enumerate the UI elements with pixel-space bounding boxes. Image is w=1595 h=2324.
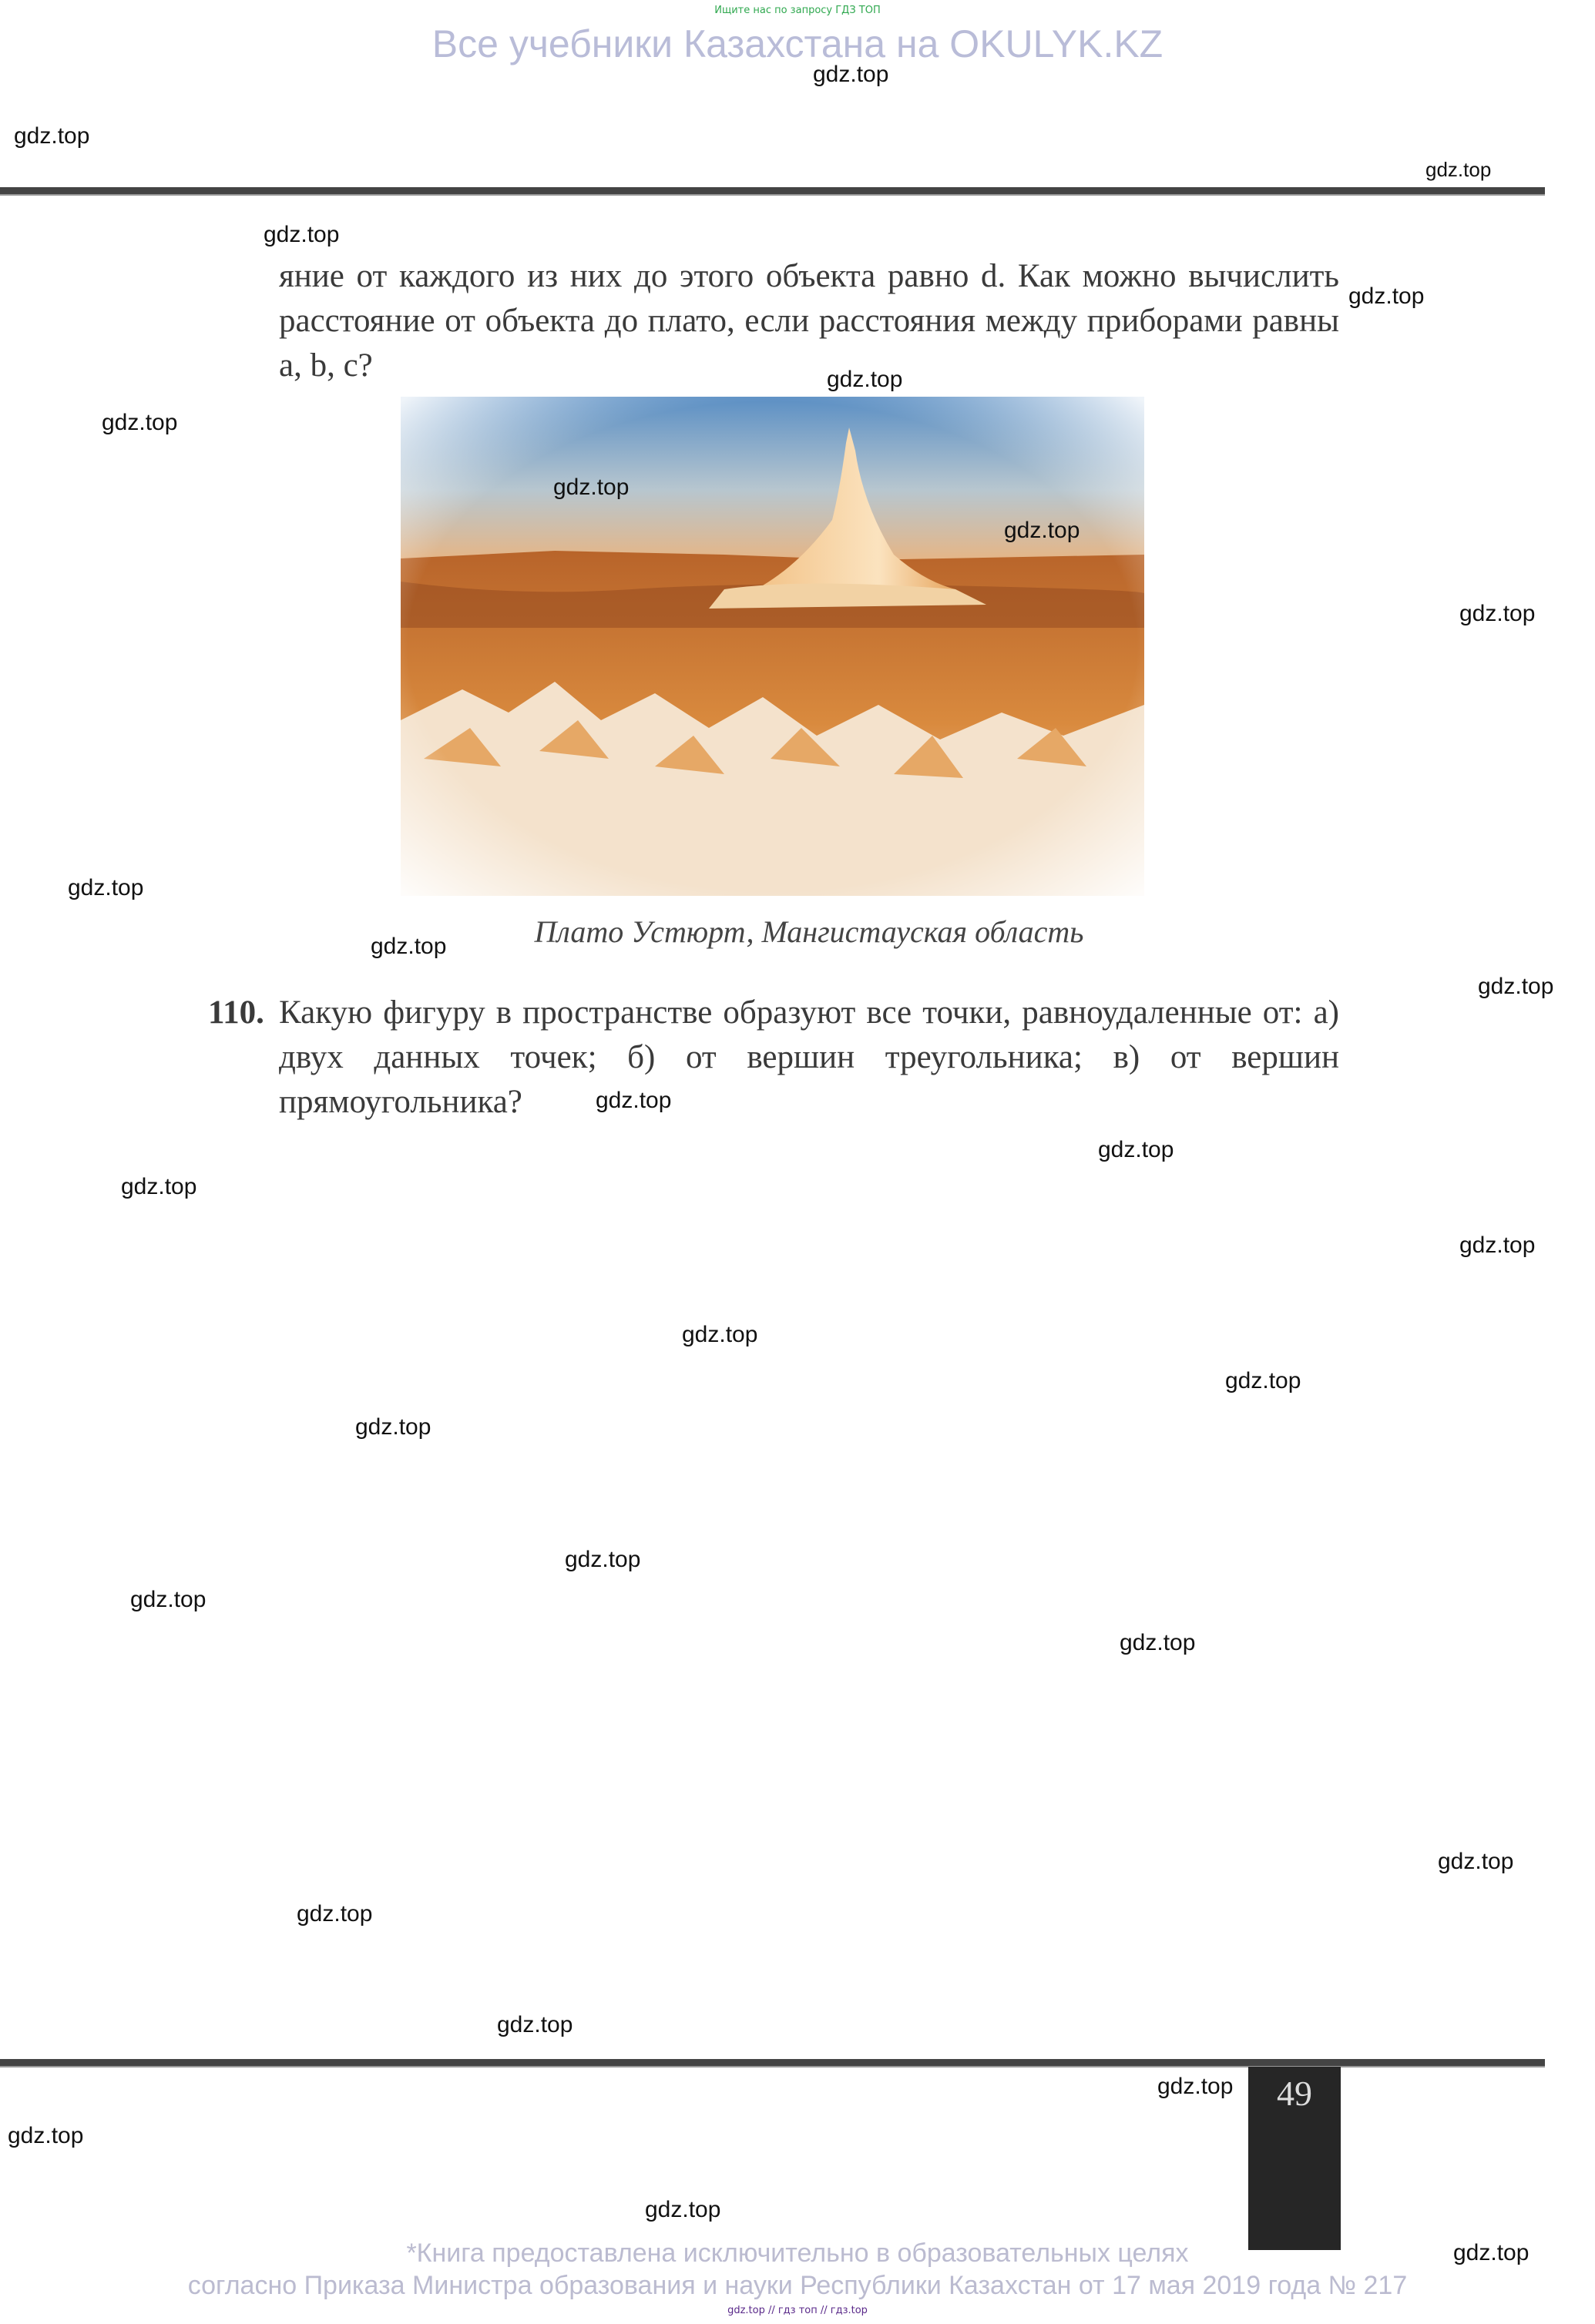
footer-disclaimer-line1: *Книга предоставлена исключительно в образовательных целях: [406, 2238, 1189, 2268]
watermark[interactable]: gdz.top: [68, 875, 144, 900]
watermark[interactable]: gdz.top: [682, 1322, 758, 1347]
footer-disclaimer-line2: согласно Приказа Министра образования и науки Республики Казахстан от 17 мая 2019 года № 217: [187, 2271, 1408, 2300]
watermark[interactable]: gdz.top: [827, 367, 903, 392]
watermark[interactable]: gdz.top: [596, 1088, 672, 1113]
exercise-text: Какую фигуру в пространстве образуют все точки, равноудаленные от: а) двух данных точек; б) от вершин треугольника; в) от вершин прямоугольника?: [279, 994, 1339, 1120]
watermark[interactable]: gdz.top: [1459, 601, 1536, 626]
watermark[interactable]: gdz.top: [371, 934, 447, 959]
watermark[interactable]: gdz.top: [14, 123, 90, 149]
search-hint: Ищите нас по запросу ГДЗ ТОП: [714, 5, 881, 16]
watermark[interactable]: gdz.top: [1438, 1849, 1514, 1874]
watermark[interactable]: gdz.top: [297, 1901, 373, 1927]
exercise-number: 110.: [208, 994, 264, 1031]
watermark[interactable]: gdz.top: [1157, 2074, 1234, 2099]
watermark[interactable]: gdz.top: [130, 1587, 207, 1612]
watermark[interactable]: gdz.top: [813, 62, 889, 87]
paragraph-continued: яние от каждого из них до этого объекта равно d. Как можно вычислить расстояние от объекта до плато, если расстояния между приборами равны a, b, c?: [279, 258, 1339, 384]
footer-tiny-links[interactable]: gdz.top // гдз топ // гдз.top: [727, 2305, 868, 2316]
page-number-box: [1248, 2067, 1341, 2250]
watermark[interactable]: gdz.top: [1098, 1137, 1174, 1162]
top-rule: [0, 187, 1545, 196]
watermark[interactable]: gdz.top: [1120, 1630, 1196, 1655]
watermark[interactable]: gdz.top: [264, 222, 340, 247]
watermark[interactable]: gdz.top: [1453, 2240, 1530, 2265]
watermark[interactable]: gdz.top: [121, 1174, 197, 1199]
watermark[interactable]: gdz.top: [8, 2123, 84, 2148]
watermark[interactable]: gdz.top: [1478, 974, 1554, 999]
site-title[interactable]: Все учебники Казахстана на OKULYK.KZ: [431, 22, 1164, 65]
watermark[interactable]: gdz.top: [1004, 518, 1080, 543]
photo-caption: Плато Устюрт, Мангистауская область: [534, 914, 1084, 949]
watermark[interactable]: gdz.top: [355, 1414, 431, 1440]
exercise-110: [208, 991, 1339, 1125]
watermark[interactable]: gdz.top: [645, 2197, 721, 2222]
plateau-photo: [401, 397, 1144, 896]
watermark[interactable]: gdz.top: [1225, 1368, 1301, 1393]
watermark[interactable]: gdz.top: [497, 2012, 573, 2037]
watermark[interactable]: gdz.top: [553, 475, 630, 500]
watermark[interactable]: gdz.top: [1459, 1232, 1536, 1258]
page-number: 49: [1277, 2074, 1312, 2113]
watermark[interactable]: gdz.top: [102, 410, 178, 435]
watermark[interactable]: gdz.top: [565, 1547, 641, 1572]
watermark[interactable]: gdz.top: [1425, 158, 1492, 181]
watermark[interactable]: gdz.top: [1348, 283, 1425, 309]
